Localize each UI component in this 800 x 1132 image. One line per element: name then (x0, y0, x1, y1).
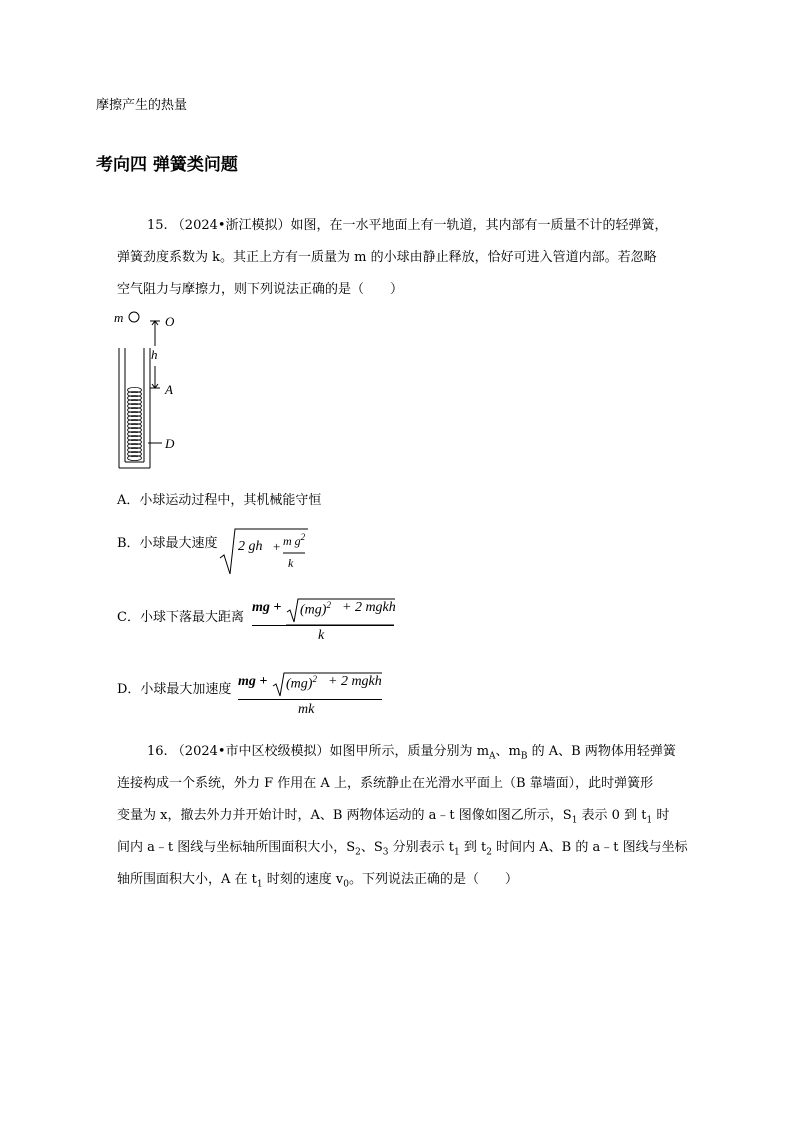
q15-option-c-numerator-a: mg + (252, 600, 282, 615)
q16-stem-line-4: 间内 a﹣t 图线与坐标轴所围面积大小，$S_2$、$S_3$ 分别表示 $t_1$ 到 $t_2$ 时间内 A、B 的 a﹣t 图线与坐标 (117, 840, 688, 858)
q15-option-b-label: B．小球最大速度 (117, 536, 218, 551)
figure-label-A: A (165, 382, 173, 397)
q15-spring-tube-figure (110, 306, 190, 472)
q15-option-c-label: C．小球下落最大距离 (117, 610, 244, 625)
q16-stem-line-5: 轴所围面积大小，A 在 $t_1$ 时刻的速度 $v_0$。下列说法正确的是（ ） (117, 872, 518, 890)
q15-option-c-numerator-c: + 2 mgkh (342, 600, 396, 615)
figure-label-m: m (114, 310, 124, 325)
q15-stem-line-1: 15. （2024•浙江模拟）如图，在一水平地面上有一轨道，其内部有一质量不计的轻弹簧， (147, 218, 668, 233)
q16-stem-line-1: 16. （2024•市中区校级模拟）如图甲所示，质量分别为 $m_A$、$m_B$ 的 A、B 两物体用轻弹簧 (147, 744, 676, 762)
q15-stem-line-2: 弹簧劲度系数为 k。其正上方有一质量为 m 的小球由静止释放，恰好可进入管道内部。若忽略 (117, 250, 657, 265)
q15-option-b-denominator: k (288, 556, 294, 570)
q15-option-b-numerator: m $g^2$ (283, 532, 306, 548)
ball-icon (129, 312, 139, 322)
q15-option-d-numerator-b: (mg)$^2$ (286, 674, 317, 692)
figure-label-h: h (151, 347, 158, 362)
q15-option-a: A．小球运动过程中，其机械能守恒 (117, 493, 322, 508)
spring-icon (128, 387, 142, 460)
q16-stem-line-2: 连接构成一个系统，外力 F 作用在 A 上，系统静止在光滑水平面上（B 靠墙面），此时弹簧形 (117, 776, 654, 791)
q15-option-c-fraction-bar (252, 625, 394, 626)
previous-answer-fragment: 摩擦产生的热量 (96, 98, 188, 113)
q15-option-c-denominator: k (318, 628, 325, 643)
section-title: 考向四 弹簧类问题 (96, 155, 238, 175)
q15-option-c-numerator-b: (mg)$^2$ (300, 600, 331, 618)
figure-label-O: O (165, 314, 175, 329)
q15-option-d-numerator-a: mg + (238, 674, 268, 689)
q15-option-d-numerator-c: + 2 mgkh (328, 674, 382, 689)
q15-option-b-plus: + (273, 539, 281, 554)
q15-option-d-denominator: mk (298, 702, 315, 717)
q15-option-b-root-term: 2 gh (238, 539, 263, 554)
q16-stem-line-3: 变量为 x，撤去外力并开始计时，A、B 两物体运动的 a﹣t 图像如图乙所示，$S_1$ 表示 0 到 $t_1$ 时 (117, 808, 670, 826)
q15-option-d-label: D．小球最大加速度 (117, 682, 232, 697)
figure-label-D: D (165, 436, 175, 451)
q15-stem-line-3: 空气阻力与摩擦力，则下列说法正确的是（ ） (117, 282, 404, 297)
q15-option-d-fraction-bar (238, 699, 382, 700)
